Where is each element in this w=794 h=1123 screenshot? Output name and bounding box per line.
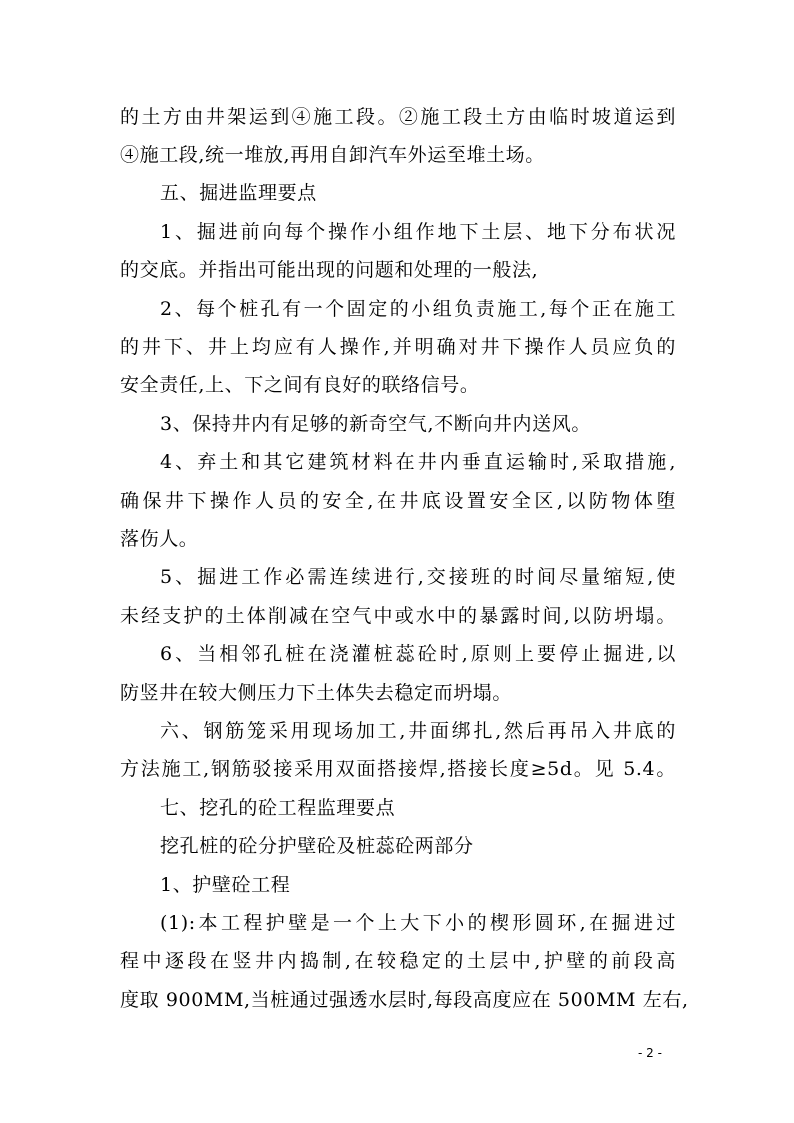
text-line: ④施工段,统一堆放,再用自卸汽车外运至堆土场。 — [120, 144, 545, 166]
text-line: 挖孔桩的砼分护壁砼及桩蕊砼两部分 — [160, 835, 474, 857]
text-line: 落伤人。 — [120, 528, 199, 550]
section-heading: 七、挖孔的砼工程监理要点 — [160, 797, 396, 819]
text-line: 未经支护的土体削减在空气中或水中的暴露时间,以防坍塌。 — [120, 605, 676, 627]
text-line: 方法施工,钢筋驳接采用双面搭接焊,搭接长度≥5d。见 5.4。 — [120, 758, 676, 780]
section-heading: 五、掘进监理要点 — [160, 182, 317, 204]
page-number: - 2 - — [638, 1046, 662, 1060]
text-line: 的土方由井架运到④施工段。②施工段土方由临时坡道运到 — [120, 106, 676, 128]
text-line: 5、掘进工作必需连续进行,交接班的时间尽量缩短,使 — [160, 566, 676, 588]
text-line: 确保井下操作人员的安全,在井底设置安全区,以防物体堕 — [120, 490, 676, 512]
text-line: 3、保持井内有足够的新奇空气,不断向井内送风。 — [160, 413, 591, 435]
text-line: 2、每个桩孔有一个固定的小组负责施工,每个正在施工 — [160, 298, 676, 320]
text-line: 4、弃土和其它建筑材料在井内垂直运输时,采取措施, — [160, 451, 676, 473]
text-line: 1、掘进前向每个操作小组作地下土层、地下分布状况 — [160, 221, 676, 243]
text-line: 6、当相邻孔桩在浇灌桩蕊砼时,原则上要停止掘进,以 — [160, 643, 676, 665]
text-line: (1):本工程护壁是一个上大下小的楔形圆环,在掘进过 — [160, 912, 676, 934]
text-line: 度取 900MM,当桩通过强透水层时,每段高度应在 500MM 左右, — [120, 989, 689, 1011]
text-line: 的交底。并指出可能出现的问题和处理的一般法, — [120, 259, 539, 281]
text-line: 防竖井在较大侧压力下土体失去稳定而坍塌。 — [120, 682, 513, 704]
text-line: 安全责任,上、下之间有良好的联络信号。 — [120, 374, 480, 396]
text-line: 的井下、井上均应有人操作,并明确对井下操作人员应负的 — [120, 336, 676, 358]
subsection-heading: 1、护壁砼工程 — [160, 874, 291, 896]
text-line: 六、钢筋笼采用现场加工,井面绑扎,然后再吊入井底的 — [160, 720, 676, 742]
text-line: 程中逐段在竖井内捣制,在较稳定的土层中,护壁的前段高 — [120, 950, 676, 972]
